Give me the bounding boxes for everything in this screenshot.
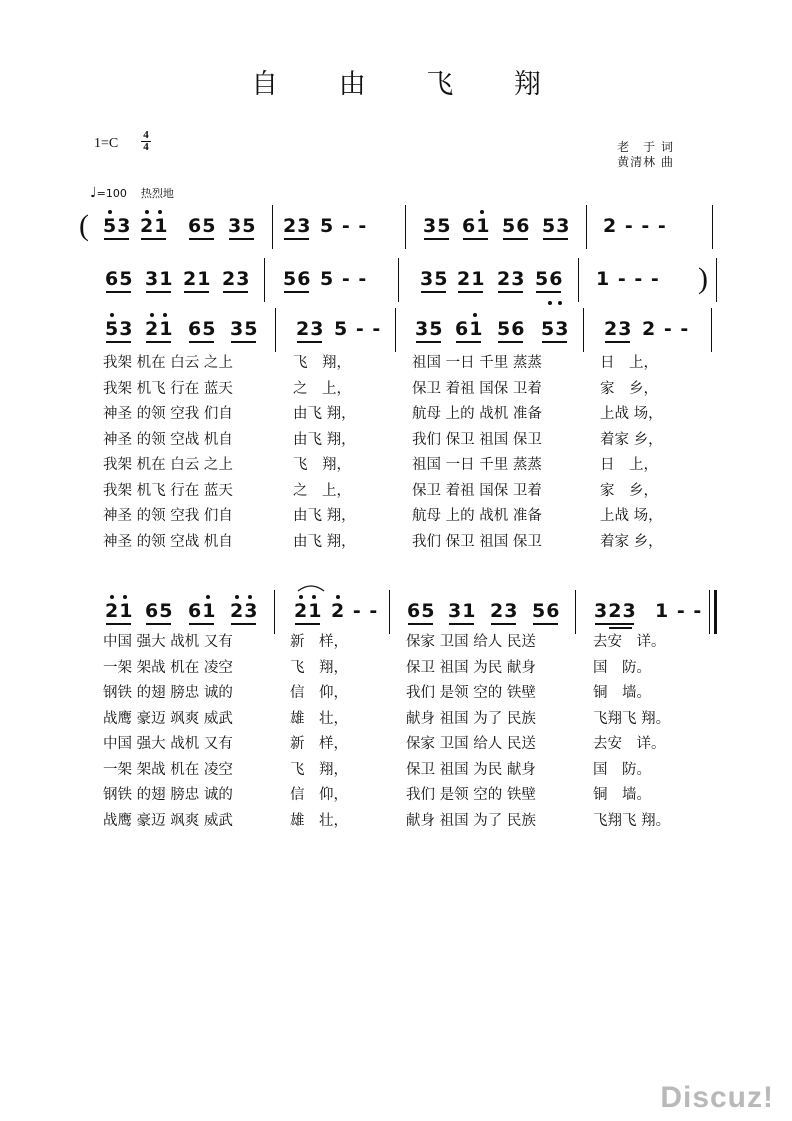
lyric-phrase: 保卫 祖国 为民 献身 xyxy=(406,761,536,778)
open-parenthesis: ( xyxy=(79,209,89,242)
lyric-phrase: 一架 架战 机在 凌空 xyxy=(103,659,233,676)
eighth-note-underline xyxy=(146,623,171,625)
tempo-marking xyxy=(90,185,174,201)
lyric-phrase: 我们 是领 空的 铁壁 xyxy=(406,685,536,701)
eighth-note-underline xyxy=(408,623,433,625)
barline xyxy=(714,590,717,634)
time-signature-numerator: 4 xyxy=(143,129,149,141)
lyric-phrase: 神圣 的领 空我 们自 xyxy=(103,508,233,524)
lyric-phrase: 我们 是领 空的 铁壁 xyxy=(406,787,536,803)
lyric-phrase: 国 防。 xyxy=(593,659,651,676)
lyric-phrase: 由飞 翔， xyxy=(293,508,356,524)
lyric-phrase: 之 上， xyxy=(293,482,351,499)
note-group: 21 xyxy=(294,600,323,622)
eighth-note-underline xyxy=(449,623,474,625)
note-group: 61 xyxy=(188,600,217,622)
barline xyxy=(575,590,576,634)
barline xyxy=(716,258,717,302)
staff-intro-1 xyxy=(0,205,792,265)
lyric-phrase: 保卫 祖国 为民 献身 xyxy=(406,659,536,676)
lyric-phrase: 飞翔飞 翔。 xyxy=(593,710,671,727)
lyric-phrase: 我架 机飞 行在 蓝天 xyxy=(103,482,233,499)
barline xyxy=(398,258,399,302)
note-group: 23 xyxy=(604,318,633,340)
eighth-note-underline xyxy=(456,341,481,343)
close-parenthesis: ) xyxy=(698,262,708,295)
note-group: 35 xyxy=(415,318,444,340)
lyric-phrase: 祖国 一日 千里 蒸蒸 xyxy=(412,457,542,473)
lyric-phrase: 铜 墙。 xyxy=(593,787,651,803)
lyric-phrase: 我架 机飞 行在 蓝天 xyxy=(103,380,233,397)
barline xyxy=(274,590,275,634)
lyric-phrase: 钢铁 的翅 膀忠 诚的 xyxy=(103,787,233,803)
lyric-phrase: 飞 翔， xyxy=(293,457,351,473)
eighth-note-underline xyxy=(284,291,309,293)
key-signature: 1=C xyxy=(94,136,119,151)
lyric-phrase: 国 防。 xyxy=(593,761,651,778)
note-group: 2 - - xyxy=(331,600,379,622)
eighth-note-underline xyxy=(106,623,131,625)
eighth-note-underline xyxy=(605,341,630,343)
lyrics-block-b xyxy=(0,633,792,843)
lyric-phrase: 信 仰， xyxy=(290,787,348,803)
lyric-phrase: 神圣 的领 空我 们自 xyxy=(103,406,233,422)
lyric-phrase: 我们 保卫 祖国 保卫 xyxy=(412,431,542,448)
eighth-note-underline xyxy=(146,291,171,293)
note-group: 5 - - xyxy=(334,318,382,340)
lyric-phrase: 神圣 的领 空战 机自 xyxy=(103,533,233,550)
octave-up-dot xyxy=(163,313,167,317)
lyric-phrase: 上战 场， xyxy=(600,406,663,422)
lyric-phrase: 家 乡， xyxy=(600,380,658,397)
note-group: 21 xyxy=(140,215,169,237)
note-group: 56 xyxy=(502,215,531,237)
lyric-phrase: 祖国 一日 千里 蒸蒸 xyxy=(412,355,542,371)
note-group: 2 - - - xyxy=(603,215,667,237)
octave-up-dot xyxy=(158,210,162,214)
octave-up-dot xyxy=(312,595,316,599)
lyric-phrase: 之 上， xyxy=(293,380,351,397)
eighth-note-underline xyxy=(424,238,449,240)
lyric-phrase: 日 上， xyxy=(600,457,658,473)
octave-up-dot xyxy=(248,595,252,599)
octave-up-dot xyxy=(480,210,484,214)
eighth-note-underline xyxy=(223,291,248,293)
lyric-phrase: 家 乡， xyxy=(600,482,658,499)
lyric-phrase: 神圣 的领 空战 机自 xyxy=(103,431,233,448)
eighth-note-underline xyxy=(104,238,129,240)
tie-arc xyxy=(296,582,326,592)
octave-down-dot xyxy=(558,301,562,305)
eighth-note-underline xyxy=(498,341,523,343)
barline xyxy=(272,205,273,249)
lyric-phrase: 去安 详。 xyxy=(593,736,666,752)
eighth-note-underline xyxy=(297,341,322,343)
note-group: 61 xyxy=(455,318,484,340)
lyric-phrase: 铜 墙。 xyxy=(593,685,651,701)
note-group: 53 xyxy=(541,318,570,340)
note-group: 56 xyxy=(535,268,564,290)
note-group: 53 xyxy=(103,215,132,237)
eighth-note-underline xyxy=(595,623,634,625)
watermark-logo: Discuz! xyxy=(660,1081,774,1114)
eighth-note-underline xyxy=(421,291,446,293)
note-group: 53 xyxy=(105,318,134,340)
eighth-note-underline xyxy=(463,238,488,240)
note-group: 5 - - xyxy=(320,268,368,290)
eighth-note-underline xyxy=(189,623,214,625)
note-group: 56 xyxy=(283,268,312,290)
eighth-note-underline xyxy=(503,238,528,240)
lyric-phrase: 中国 强大 战机 又有 xyxy=(103,634,233,650)
eighth-note-underline xyxy=(229,238,254,240)
lyric-phrase: 新 样， xyxy=(290,736,348,752)
note-group: 65 xyxy=(188,215,217,237)
note-group: 323 xyxy=(594,600,637,622)
note-group: 21 xyxy=(105,600,134,622)
octave-down-dot xyxy=(548,301,552,305)
lyrics-block-a xyxy=(0,354,792,564)
eighth-note-underline xyxy=(106,291,131,293)
note-group: 31 xyxy=(448,600,477,622)
octave-up-dot xyxy=(123,595,127,599)
lyric-phrase: 保家 卫国 给人 民送 xyxy=(406,736,536,752)
barline xyxy=(709,590,710,634)
note-group: 2 - - xyxy=(642,318,690,340)
note-group: 35 xyxy=(420,268,449,290)
lyric-phrase: 航母 上的 战机 准备 xyxy=(412,508,542,524)
time-signature xyxy=(140,130,152,153)
note-group: 31 xyxy=(145,268,174,290)
note-group: 65 xyxy=(105,268,134,290)
lyric-phrase: 雄 壮， xyxy=(290,812,348,829)
lyric-phrase: 我们 保卫 祖国 保卫 xyxy=(412,533,542,550)
note-group: 35 xyxy=(423,215,452,237)
lyric-phrase: 飞翔飞 翔。 xyxy=(593,812,671,829)
lyric-phrase: 上战 场， xyxy=(600,508,663,524)
note-group: 23 xyxy=(222,268,251,290)
note-group: 61 xyxy=(462,215,491,237)
expression-mark: 热烈地 xyxy=(140,187,174,200)
lyric-phrase: 战鹰 豪迈 飒爽 威武 xyxy=(103,812,233,829)
lyric-phrase: 飞 翔， xyxy=(293,355,351,371)
eighth-note-underline xyxy=(106,341,131,343)
eighth-note-underline xyxy=(458,291,483,293)
song-title: 自 由 飞 翔 xyxy=(251,69,567,100)
note-group: 23 xyxy=(296,318,325,340)
quarter-note-icon: ♩ xyxy=(90,185,97,201)
barline xyxy=(583,308,584,352)
lyric-phrase: 钢铁 的翅 膀忠 诚的 xyxy=(103,685,233,701)
lyric-phrase: 保卫 着祖 国保 卫着 xyxy=(412,380,542,397)
eighth-note-underline xyxy=(141,238,166,240)
barline xyxy=(389,590,390,634)
eighth-note-underline xyxy=(542,341,567,343)
eighth-note-underline xyxy=(189,238,214,240)
eighth-note-underline xyxy=(146,341,171,343)
eighth-note-underline xyxy=(231,341,256,343)
barline xyxy=(711,308,712,352)
sixteenth-note-underline xyxy=(609,627,632,629)
octave-up-dot xyxy=(473,313,477,317)
barline xyxy=(395,308,396,352)
note-group: 65 xyxy=(407,600,436,622)
eighth-note-underline xyxy=(536,291,561,293)
note-group: 53 xyxy=(542,215,571,237)
note-group: 1 - - xyxy=(655,600,703,622)
note-group: 56 xyxy=(497,318,526,340)
lyric-phrase: 献身 祖国 为了 民族 xyxy=(406,812,536,829)
note-group: 56 xyxy=(532,600,561,622)
octave-up-dot xyxy=(145,210,149,214)
note-group: 21 xyxy=(457,268,486,290)
lyric-phrase: 一架 架战 机在 凌空 xyxy=(103,761,233,778)
lyric-phrase: 由飞 翔， xyxy=(293,406,356,422)
note-group: 65 xyxy=(188,318,217,340)
note-group: 21 xyxy=(145,318,174,340)
lyric-phrase: 献身 祖国 为了 民族 xyxy=(406,710,536,727)
lyric-phrase: 保家 卫国 给人 民送 xyxy=(406,634,536,650)
lyric-phrase: 去安 详。 xyxy=(593,634,666,650)
octave-up-dot xyxy=(108,210,112,214)
lyric-phrase: 中国 强大 战机 又有 xyxy=(103,736,233,752)
eighth-note-underline xyxy=(543,238,568,240)
lyric-phrase: 我架 机在 白云 之上 xyxy=(103,355,233,371)
note-group: 35 xyxy=(228,215,257,237)
barline xyxy=(264,258,265,302)
barline xyxy=(405,205,406,249)
eighth-note-underline xyxy=(189,341,214,343)
octave-up-dot xyxy=(299,595,303,599)
lyric-phrase: 着家 乡， xyxy=(600,431,663,448)
lyric-phrase: 保卫 着祖 国保 卫着 xyxy=(412,482,542,499)
note-group: 35 xyxy=(230,318,259,340)
lyric-phrase: 飞 翔， xyxy=(290,761,348,778)
octave-up-dot xyxy=(336,595,340,599)
lyric-phrase: 信 仰， xyxy=(290,685,348,701)
eighth-note-underline xyxy=(295,623,320,625)
composer-credit: 黄清林 曲 xyxy=(617,155,674,169)
eighth-note-underline xyxy=(498,291,523,293)
lyric-phrase: 由飞 翔， xyxy=(293,431,356,448)
octave-up-dot xyxy=(110,595,114,599)
lyric-phrase: 航母 上的 战机 准备 xyxy=(412,406,542,422)
eighth-note-underline xyxy=(284,238,309,240)
eighth-note-underline xyxy=(416,341,441,343)
note-group: 23 xyxy=(283,215,312,237)
note-group: 23 xyxy=(230,600,259,622)
eighth-note-underline xyxy=(184,291,209,293)
note-group: 5 - - xyxy=(320,215,368,237)
note-group: 1 - - - xyxy=(596,268,660,290)
lyric-phrase: 飞 翔， xyxy=(290,659,348,676)
octave-up-dot xyxy=(110,313,114,317)
barline xyxy=(712,205,713,249)
eighth-note-underline xyxy=(533,623,558,625)
lyric-phrase: 雄 壮， xyxy=(290,710,348,727)
note-group: 23 xyxy=(490,600,519,622)
tie-arc-path xyxy=(298,586,324,591)
note-group: 65 xyxy=(145,600,174,622)
lyric-phrase: 战鹰 豪迈 飒爽 威武 xyxy=(103,710,233,727)
eighth-note-underline xyxy=(231,623,256,625)
lyric-phrase: 我架 机在 白云 之上 xyxy=(103,457,233,473)
lyric-phrase: 日 上， xyxy=(600,355,658,371)
lyricist-credit: 老 于 词 xyxy=(617,140,674,154)
barline xyxy=(275,308,276,352)
eighth-note-underline xyxy=(491,623,516,625)
lyric-phrase: 新 样， xyxy=(290,634,348,650)
lyric-phrase: 着家 乡， xyxy=(600,533,663,550)
tempo-value: =100 xyxy=(96,187,127,200)
note-group: 23 xyxy=(497,268,526,290)
note-group: 21 xyxy=(183,268,212,290)
barline xyxy=(578,258,579,302)
octave-up-dot xyxy=(206,595,210,599)
barline xyxy=(586,205,587,249)
time-signature-denominator: 4 xyxy=(143,141,149,153)
octave-up-dot xyxy=(235,595,239,599)
lyric-phrase: 由飞 翔， xyxy=(293,533,356,550)
octave-up-dot xyxy=(150,313,154,317)
